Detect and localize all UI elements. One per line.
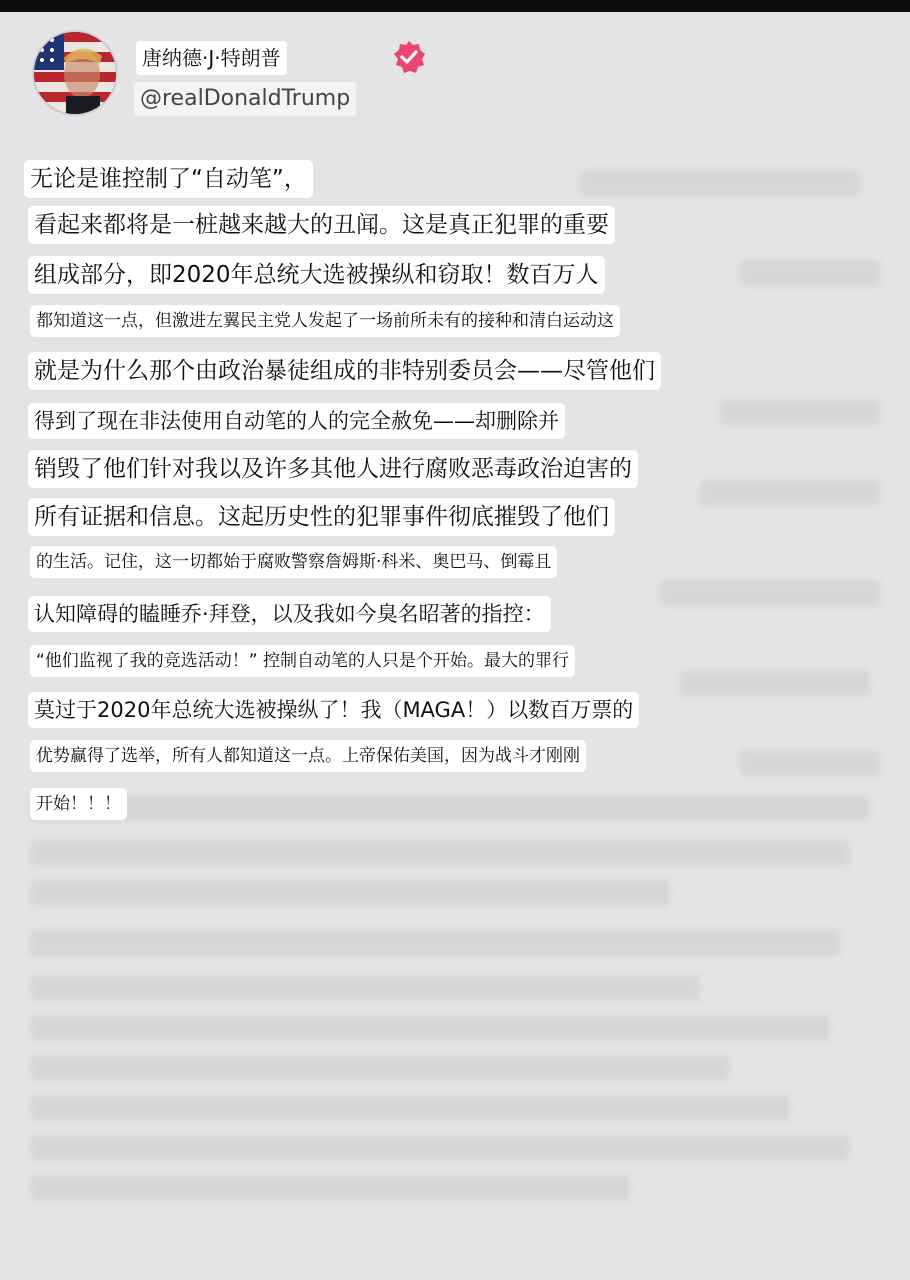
post-text-line: 得到了现在非法使用自动笔的人的完全赦免——却删除并: [28, 403, 565, 439]
author-handle[interactable]: @realDonaldTrump: [134, 82, 356, 116]
post-text-line: 就是为什么那个由政治暴徒组成的非特别委员会——尽管他们: [28, 352, 661, 390]
post-text-line: 莫过于2020年总统大选被操纵了！我（MAGA！）以数百万票的: [28, 692, 639, 728]
flag-portrait-icon: [34, 32, 116, 114]
post-text-line: 都知道这一点，但激进左翼民主党人发起了一场前所未有的接种和清白运动这: [30, 305, 620, 337]
post-text-line: 的生活。记住，这一切都始于腐败警察詹姆斯·科米、奥巴马、倒霉且: [30, 546, 557, 578]
post-text-line: 开始！！！: [30, 788, 127, 820]
top-status-bar: [0, 0, 910, 12]
verified-badge-icon: [392, 40, 426, 74]
author-name[interactable]: 唐纳德·J·特朗普: [136, 41, 287, 75]
post-text-line: 无论是谁控制了“自动笔”，: [24, 160, 313, 198]
profile-avatar[interactable]: [32, 30, 118, 116]
post-text-line: “他们监视了我的竞选活动！” 控制自动笔的人只是个开始。最大的罪行: [30, 645, 575, 677]
post-text-line: 优势赢得了选举，所有人都知道这一点。上帝保佑美国，因为战斗才刚刚: [30, 740, 586, 772]
post-text-line: 销毁了他们针对我以及许多其他人进行腐败恶毒政治迫害的: [28, 450, 638, 488]
post-text-line: 组成部分，即2020年总统大选被操纵和窃取！数百万人: [28, 256, 605, 294]
post-text-line: 认知障碍的瞌睡乔·拜登，以及我如今臭名昭著的指控：: [28, 596, 551, 632]
post-text-line: 看起来都将是一桩越来越大的丑闻。这是真正犯罪的重要: [28, 206, 615, 244]
post-text-line: 所有证据和信息。这起历史性的犯罪事件彻底摧毁了他们: [28, 498, 615, 536]
